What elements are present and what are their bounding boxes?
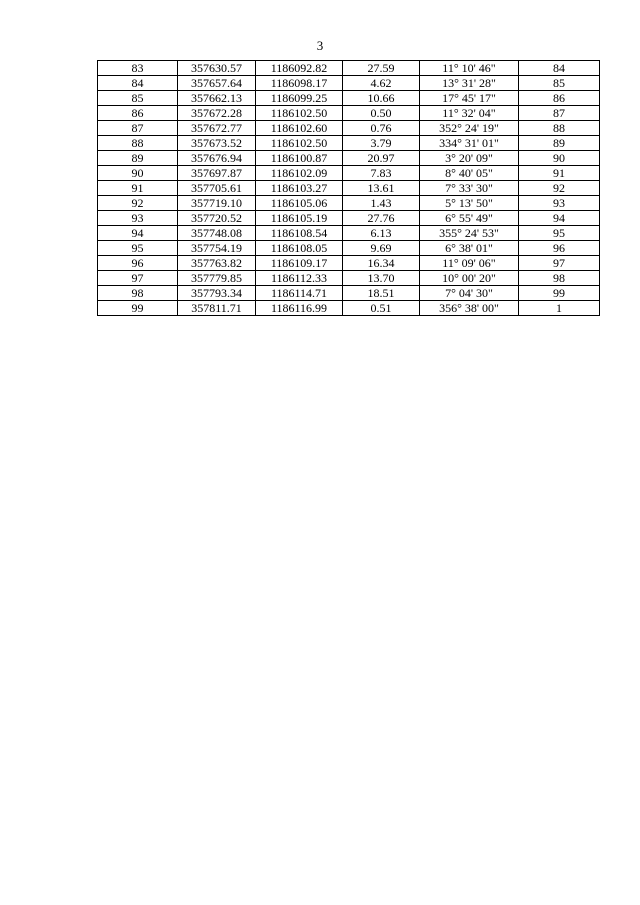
bearing-cell: 13° 31' 28" — [420, 76, 519, 91]
point-number-cell: 93 — [98, 211, 178, 226]
next-point-cell: 96 — [519, 241, 600, 256]
bearing-cell: 352° 24' 19" — [420, 121, 519, 136]
table-row — [98, 121, 600, 136]
bearing-cell: 11° 10' 46" — [420, 61, 519, 76]
bearing-cell: 5° 13' 50" — [420, 196, 519, 211]
x-coordinate-cell: 357811.71 — [178, 301, 256, 316]
distance-cell: 3.79 — [343, 136, 420, 151]
next-point-cell: 99 — [519, 286, 600, 301]
coordinates-table-body — [98, 61, 600, 316]
x-coordinate-cell: 357657.64 — [178, 76, 256, 91]
point-number-cell: 88 — [98, 136, 178, 151]
next-point-cell: 87 — [519, 106, 600, 121]
next-point-cell: 97 — [519, 256, 600, 271]
bearing-cell: 334° 31' 01" — [420, 136, 519, 151]
y-coordinate-cell: 1186099.25 — [256, 91, 343, 106]
distance-cell: 27.76 — [343, 211, 420, 226]
x-coordinate-cell: 357662.13 — [178, 91, 256, 106]
next-point-cell: 88 — [519, 121, 600, 136]
y-coordinate-cell: 1186102.60 — [256, 121, 343, 136]
distance-cell: 0.51 — [343, 301, 420, 316]
table-row — [98, 286, 600, 301]
x-coordinate-cell: 357676.94 — [178, 151, 256, 166]
x-coordinate-cell: 357672.28 — [178, 106, 256, 121]
distance-cell: 13.70 — [343, 271, 420, 286]
point-number-cell: 87 — [98, 121, 178, 136]
next-point-cell: 95 — [519, 226, 600, 241]
distance-cell: 6.13 — [343, 226, 420, 241]
table-row — [98, 91, 600, 106]
x-coordinate-cell: 357748.08 — [178, 226, 256, 241]
point-number-cell: 89 — [98, 151, 178, 166]
x-coordinate-cell: 357673.52 — [178, 136, 256, 151]
distance-cell: 0.50 — [343, 106, 420, 121]
table-row — [98, 136, 600, 151]
x-coordinate-cell: 357793.34 — [178, 286, 256, 301]
bearing-cell: 356° 38' 00" — [420, 301, 519, 316]
x-coordinate-cell: 357705.61 — [178, 181, 256, 196]
y-coordinate-cell: 1186092.82 — [256, 61, 343, 76]
y-coordinate-cell: 1186116.99 — [256, 301, 343, 316]
coordinates-table — [97, 60, 600, 316]
table-row — [98, 151, 600, 166]
distance-cell: 1.43 — [343, 196, 420, 211]
page-number: 3 — [316, 38, 324, 53]
x-coordinate-cell: 357672.77 — [178, 121, 256, 136]
point-number-cell: 91 — [98, 181, 178, 196]
next-point-cell: 93 — [519, 196, 600, 211]
y-coordinate-cell: 1186100.87 — [256, 151, 343, 166]
table-row — [98, 106, 600, 121]
y-coordinate-cell: 1186103.27 — [256, 181, 343, 196]
next-point-cell: 91 — [519, 166, 600, 181]
x-coordinate-cell: 357697.87 — [178, 166, 256, 181]
distance-cell: 27.59 — [343, 61, 420, 76]
y-coordinate-cell: 1186108.54 — [256, 226, 343, 241]
table-row — [98, 61, 600, 76]
bearing-cell: 10° 00' 20" — [420, 271, 519, 286]
table-row — [98, 301, 600, 316]
next-point-cell: 92 — [519, 181, 600, 196]
bearing-cell: 11° 32' 04" — [420, 106, 519, 121]
y-coordinate-cell: 1186105.19 — [256, 211, 343, 226]
bearing-cell: 11° 09' 06" — [420, 256, 519, 271]
bearing-cell: 17° 45' 17" — [420, 91, 519, 106]
y-coordinate-cell: 1186102.50 — [256, 136, 343, 151]
y-coordinate-cell: 1186102.50 — [256, 106, 343, 121]
y-coordinate-cell: 1186102.09 — [256, 166, 343, 181]
next-point-cell: 85 — [519, 76, 600, 91]
bearing-cell: 6° 55' 49" — [420, 211, 519, 226]
table-row — [98, 76, 600, 91]
point-number-cell: 92 — [98, 196, 178, 211]
distance-cell: 20.97 — [343, 151, 420, 166]
point-number-cell: 94 — [98, 226, 178, 241]
table-row — [98, 226, 600, 241]
point-number-cell: 97 — [98, 271, 178, 286]
point-number-cell: 99 — [98, 301, 178, 316]
bearing-cell: 6° 38' 01" — [420, 241, 519, 256]
x-coordinate-cell: 357720.52 — [178, 211, 256, 226]
x-coordinate-cell: 357763.82 — [178, 256, 256, 271]
distance-cell: 18.51 — [343, 286, 420, 301]
bearing-cell: 3° 20' 09" — [420, 151, 519, 166]
distance-cell: 7.83 — [343, 166, 420, 181]
x-coordinate-cell: 357719.10 — [178, 196, 256, 211]
point-number-cell: 96 — [98, 256, 178, 271]
table-row — [98, 271, 600, 286]
table-row — [98, 211, 600, 226]
point-number-cell: 84 — [98, 76, 178, 91]
bearing-cell: 8° 40' 05" — [420, 166, 519, 181]
table-row — [98, 241, 600, 256]
next-point-cell: 89 — [519, 136, 600, 151]
x-coordinate-cell: 357630.57 — [178, 61, 256, 76]
table-row — [98, 181, 600, 196]
point-number-cell: 86 — [98, 106, 178, 121]
y-coordinate-cell: 1186105.06 — [256, 196, 343, 211]
next-point-cell: 94 — [519, 211, 600, 226]
y-coordinate-cell: 1186098.17 — [256, 76, 343, 91]
bearing-cell: 7° 33' 30" — [420, 181, 519, 196]
bearing-cell: 355° 24' 53" — [420, 226, 519, 241]
distance-cell: 4.62 — [343, 76, 420, 91]
y-coordinate-cell: 1186112.33 — [256, 271, 343, 286]
next-point-cell: 1 — [519, 301, 600, 316]
table-row — [98, 256, 600, 271]
point-number-cell: 90 — [98, 166, 178, 181]
point-number-cell: 85 — [98, 91, 178, 106]
table-row — [98, 196, 600, 211]
next-point-cell: 98 — [519, 271, 600, 286]
next-point-cell: 86 — [519, 91, 600, 106]
x-coordinate-cell: 357754.19 — [178, 241, 256, 256]
y-coordinate-cell: 1186114.71 — [256, 286, 343, 301]
distance-cell: 16.34 — [343, 256, 420, 271]
next-point-cell: 90 — [519, 151, 600, 166]
distance-cell: 9.69 — [343, 241, 420, 256]
y-coordinate-cell: 1186109.17 — [256, 256, 343, 271]
x-coordinate-cell: 357779.85 — [178, 271, 256, 286]
point-number-cell: 98 — [98, 286, 178, 301]
table-row — [98, 166, 600, 181]
bearing-cell: 7° 04' 30" — [420, 286, 519, 301]
distance-cell: 10.66 — [343, 91, 420, 106]
point-number-cell: 95 — [98, 241, 178, 256]
y-coordinate-cell: 1186108.05 — [256, 241, 343, 256]
point-number-cell: 83 — [98, 61, 178, 76]
distance-cell: 0.76 — [343, 121, 420, 136]
distance-cell: 13.61 — [343, 181, 420, 196]
next-point-cell: 84 — [519, 61, 600, 76]
